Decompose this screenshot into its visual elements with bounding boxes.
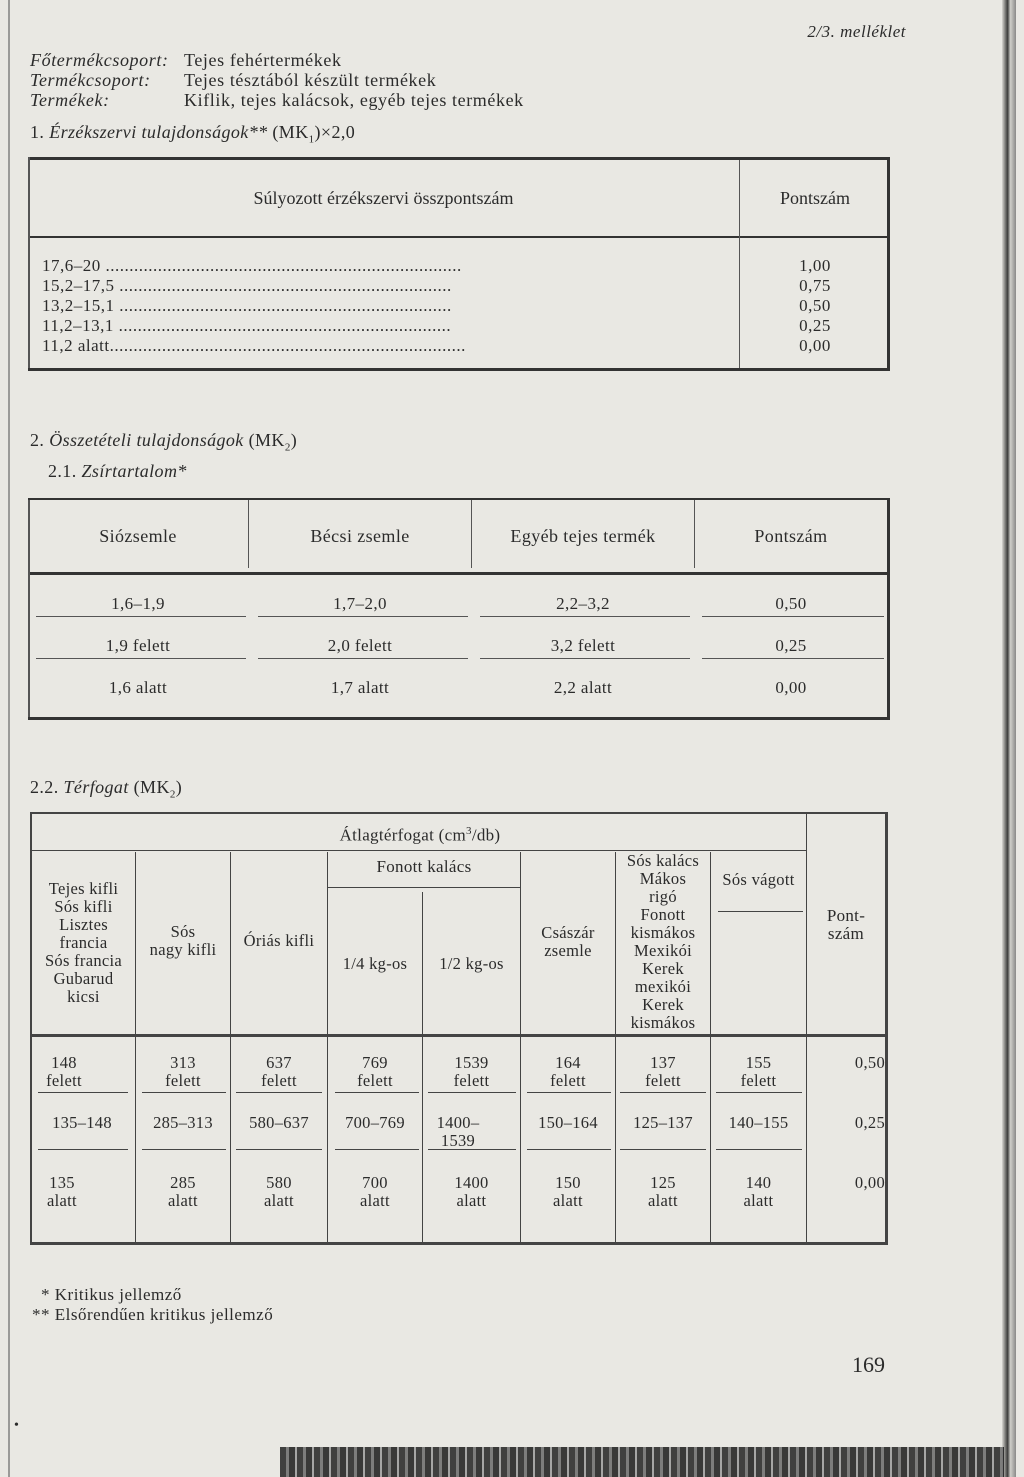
table-row — [42, 276, 724, 296]
table-cell: 0,25 — [775, 636, 807, 655]
table-cell: 637 felett — [261, 1053, 297, 1090]
column-header-sos-kalacs: Sós kalács Mákos rigó Fonott kismákos Mexikói Kerek mexikói Kerek kismákos — [626, 851, 700, 1032]
scan-mark: • — [14, 1418, 19, 1433]
average-volume-header: Átlagtérfogat $(cm^3/db)$ — [339, 825, 501, 845]
column-header-csaszar-zsemle: Császár zsemle — [541, 923, 595, 960]
table-cell: 125 alatt — [648, 1173, 678, 1210]
section-number: 2.2. — [30, 777, 59, 797]
table-cell: 2,2–3,2 — [556, 594, 610, 613]
score-value: 1,00 — [799, 256, 831, 275]
scan-bottom-strip — [280, 1447, 1004, 1477]
column-header-sos-nagy-kifli: Sós nagy kifli — [149, 922, 217, 959]
table-cell: 137 felett — [645, 1053, 681, 1090]
column-header-sos-vagott: Sós vágott — [722, 870, 795, 889]
table-cell: 2,0 felett — [327, 636, 393, 655]
range-label: 13,2–15,1 ...................................................................... — [42, 296, 452, 315]
annex-label: 2/3. melléklet — [807, 22, 906, 41]
section-2-1-heading — [48, 461, 187, 482]
table-cell: 1539 felett — [453, 1053, 490, 1090]
section-2-heading — [30, 430, 297, 454]
column-header: Pontszám — [754, 526, 828, 546]
table-cell: 140 alatt — [743, 1173, 774, 1210]
header-row-main-group — [30, 50, 524, 70]
table-cell: 2,2 alatt — [553, 678, 613, 697]
table-cell: 1400 alatt — [454, 1173, 489, 1210]
table-cell: 125–137 — [633, 1113, 693, 1132]
table-row — [42, 336, 724, 356]
table-cell: 0,25 — [854, 1113, 885, 1132]
column-header: Siózsemle — [99, 526, 177, 546]
section-title: Térfogat — [63, 777, 129, 797]
column-header-pontszam: Pont- szám — [826, 906, 866, 943]
braided-loaf-header: Fonott kalács — [376, 857, 472, 876]
table-cell: 150 alatt — [553, 1173, 583, 1210]
header-value: Kiflik, tejes kalácsok, egyéb tejes termékek — [184, 90, 524, 110]
header-row-products — [30, 90, 524, 110]
formula: $(MK_2)$ — [248, 430, 298, 454]
table-row — [42, 316, 724, 336]
table-cell: 150–164 — [538, 1113, 598, 1132]
column-header-quarter-kg: 1/4 kg-os — [342, 954, 408, 973]
section-number: 2.1. — [48, 461, 77, 481]
score-value: 0,50 — [799, 296, 831, 315]
table-cell: 164 felett — [550, 1053, 586, 1090]
fat-content-table — [28, 498, 890, 720]
table-cell: 700 alatt — [360, 1173, 390, 1210]
column-header: Bécsi zsemle — [310, 526, 410, 546]
score-value: 0,75 — [799, 276, 831, 295]
header-key: Főtermékcsoport: — [30, 50, 169, 70]
book-binding-edge — [1002, 0, 1016, 1477]
table-cell: 285 alatt — [168, 1173, 198, 1210]
table-cell: 0,50 — [854, 1053, 885, 1072]
score-value: 0,00 — [799, 336, 831, 355]
table-cell: 769 felett — [357, 1053, 393, 1090]
range-label: 11,2–13,1 ...................................................................... — [42, 316, 452, 335]
section-2-2-heading — [30, 777, 182, 801]
column-header: Egyéb tejes termék — [510, 526, 656, 546]
column-header-orias-kifli: Óriás kifli — [243, 931, 315, 950]
table-cell: 580–637 — [249, 1113, 309, 1132]
table-cell: 1400– 1539 — [436, 1113, 480, 1150]
table-cell: 0,00 — [775, 678, 807, 697]
table-cell: 3,2 felett — [550, 636, 616, 655]
range-label: 11,2 alatt........................................................................... — [42, 336, 466, 355]
sensory-score-table — [28, 157, 890, 371]
header-key: Termékcsoport: — [30, 70, 151, 90]
formula: $(MK_1)\times 2,0$ — [272, 122, 356, 146]
page-edge-left — [8, 0, 10, 1477]
table-cell: 148 felett — [46, 1053, 82, 1090]
section-number: 1. — [30, 122, 45, 142]
header-row-group — [30, 70, 524, 90]
formula: $(MK_2)$ — [133, 777, 183, 801]
table-cell: 1,6–1,9 — [111, 594, 165, 613]
table-cell: 135–148 — [52, 1113, 112, 1132]
header-key: Termékek: — [30, 90, 110, 110]
table-cell: 0,00 — [854, 1173, 885, 1192]
table-cell: 700–769 — [345, 1113, 405, 1132]
table-cell: 155 felett — [740, 1053, 777, 1090]
table-cell: 313 felett — [165, 1053, 201, 1090]
table-cell: 1,6 alatt — [108, 678, 168, 697]
section-title: Összetételi tulajdonságok — [49, 430, 244, 450]
table-row — [42, 296, 724, 316]
section-number: 2. — [30, 430, 45, 450]
column-header: Pontszám — [780, 188, 850, 208]
volume-table — [30, 812, 888, 1245]
column-header-half-kg: 1/2 kg-os — [439, 954, 504, 973]
footnote-primary-critical: ** Elsőrendűen kritikus jellemző — [32, 1305, 274, 1324]
table-cell: 140–155 — [728, 1113, 789, 1132]
document-header — [30, 50, 524, 110]
range-label: 17,6–20 ........................................................................... — [42, 256, 462, 275]
column-header: Súlyozott érzékszervi összpontszám — [253, 188, 514, 208]
table-cell: 580 alatt — [264, 1173, 294, 1210]
section-title: Zsírtartalom* — [81, 461, 187, 481]
table-cell: 0,50 — [775, 594, 807, 613]
table-cell: 1,9 felett — [105, 636, 171, 655]
section-1-heading — [30, 122, 355, 146]
table-cell: 1,7–2,0 — [333, 594, 387, 613]
table-cell: 135 alatt — [47, 1173, 77, 1210]
column-header-kifli: Tejes kifli Sós kifli Lisztes francia Sós francia Gubarud kicsi — [44, 879, 123, 1006]
header-value: Tejes fehértermékek — [184, 50, 342, 70]
table-cell: 285–313 — [153, 1113, 213, 1132]
table-row — [42, 256, 724, 276]
footnote-critical: * Kritikus jellemző — [41, 1285, 182, 1304]
table-cell: 1,7 alatt — [330, 678, 390, 697]
section-title: Érzékszervi tulajdonságok** — [49, 122, 268, 142]
score-value: 0,25 — [799, 316, 831, 335]
page-number: 169 — [852, 1352, 885, 1377]
range-label: 15,2–17,5 ...................................................................... — [42, 276, 452, 295]
header-value: Tejes tésztából készült termékek — [184, 70, 437, 90]
